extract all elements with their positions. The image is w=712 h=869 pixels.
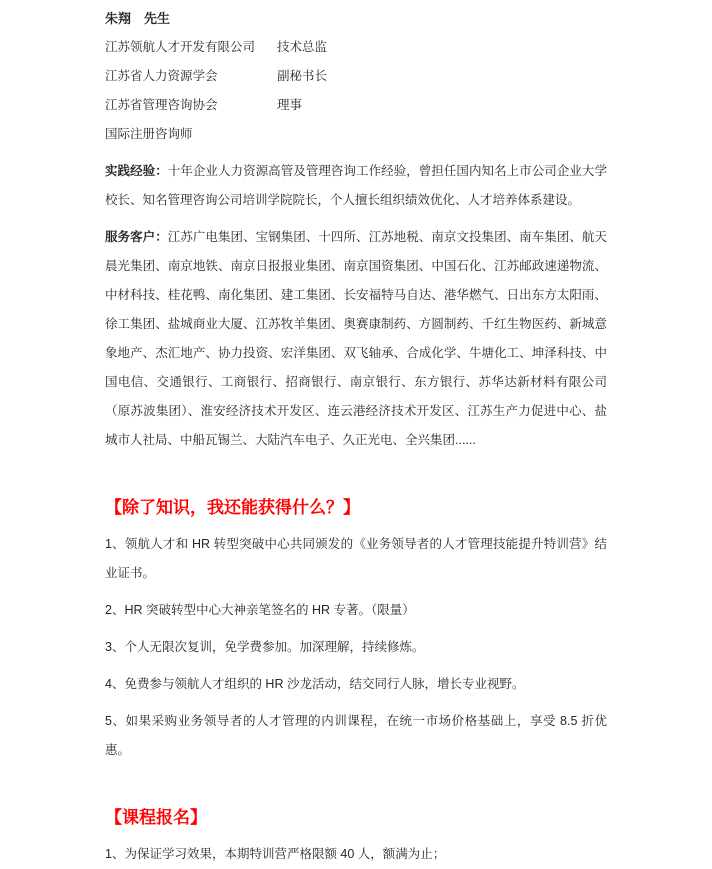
position-title: 理事	[277, 98, 303, 112]
clients-text: 江苏广电集团、宝钢集团、十四所、江苏地税、南京文投集团、南车集团、航天晨光集团、南京地铁、南京日报报业集团、南京国资集团、中国石化、江苏邮政速递物流、中材科技、桂花鸭、南化集团、建工集团、长安福特马自达、港华燃气、日出东方太阳雨、徐工集团、盐城商业大厦、江苏牧羊集团、奥赛康制药、方圆制药、千红生物医药、新城意象地产、杰汇地产、协力投资、宏洋集团、双飞轴承、合成化学、牛塘化工、坤泽科技、中国电信、交通银行、工商银行、招商银行、南京银行、东方银行、苏华达新材料有限公司（原苏波集团）、淮安经济技术开发区、连云港经济技术开发区、江苏生产力促进中心、盐城市人社局、中船瓦锡兰、大陆汽车电子、久正光电、全兴集团......	[105, 230, 607, 447]
benefit-item: 5、如果采购业务领导者的人才管理的内训课程，在统一市场价格基础上，享受 8.5 折优惠。	[105, 714, 607, 757]
experience-label: 实践经验：	[105, 164, 168, 178]
profile-name: 朱翔 先生	[105, 11, 171, 26]
benefit-item: 4、免费参与领航人才组织的 HR 沙龙活动，结交同行人脉，增长专业视野。	[105, 677, 525, 691]
position-title: 副秘书长	[277, 69, 328, 83]
position-title: 技术总监	[277, 40, 328, 54]
clients-label: 服务客户：	[105, 230, 168, 244]
registration-heading: 【课程报名】	[105, 808, 207, 827]
position-row	[105, 62, 607, 91]
benefit-item: 2、HR 突破转型中心大神亲笔签名的 HR 专著。（限量）	[105, 603, 415, 617]
clients-paragraph	[105, 223, 607, 455]
benefit-item: 1、领航人才和 HR 转型突破中心共同颁发的《业务领导者的人才管理技能提升特训营》结业证书。	[105, 537, 607, 580]
certification-line: 国际注册咨询师	[105, 127, 193, 141]
registration-item: 1、为保证学习效果，本期特训营严格限额 40 人，额满为止；	[105, 847, 446, 861]
position-org: 江苏省管理咨询协会	[105, 98, 218, 112]
benefit-item: 3、个人无限次复训，免学费参加。加深理解，持续修炼。	[105, 640, 425, 654]
experience-text: 十年企业人力资源高管及管理咨询工作经验，曾担任国内知名上市公司企业大学校长、知名管理咨询公司培训学院院长，个人擅长组织绩效优化、人才培养体系建设。	[105, 164, 607, 207]
position-org: 江苏省人力资源学会	[105, 69, 218, 83]
experience-paragraph	[105, 157, 607, 215]
benefits-heading: 【除了知识，我还能获得什么？】	[105, 498, 360, 517]
position-org: 江苏领航人才开发有限公司	[105, 40, 256, 54]
position-row	[105, 91, 607, 120]
position-row	[105, 33, 607, 62]
